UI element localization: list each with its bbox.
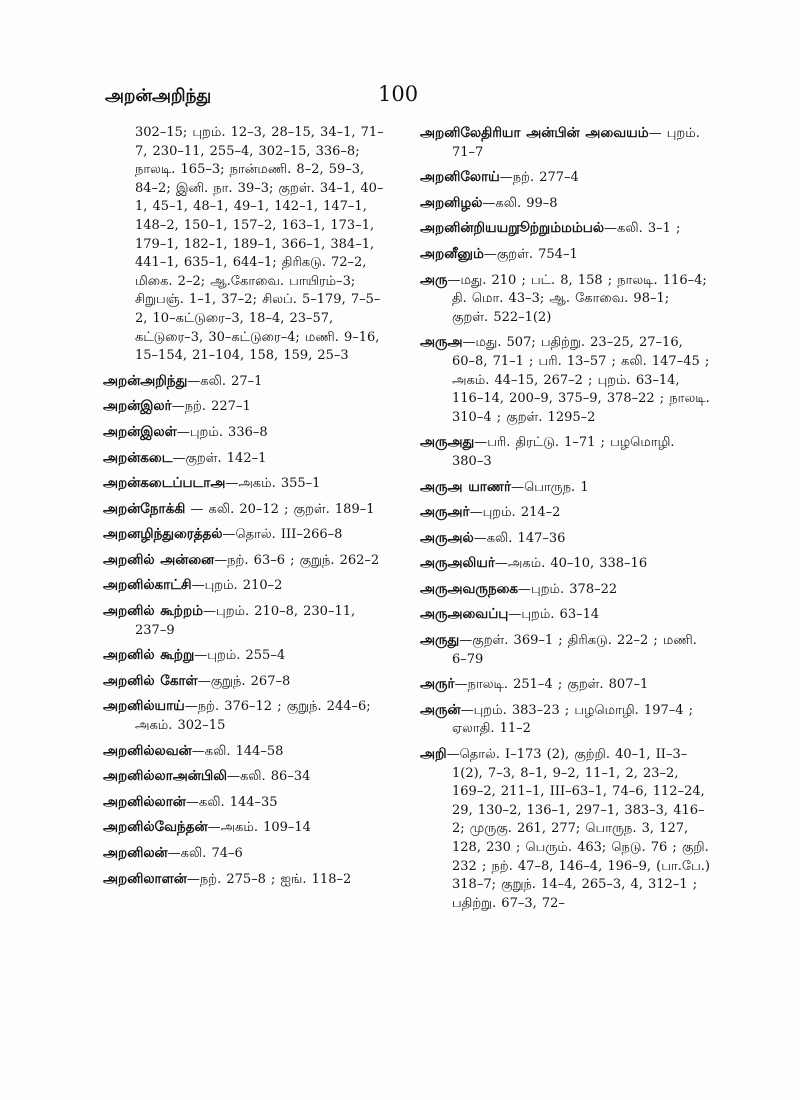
entry-headword: அருஅலியர் [420,555,495,572]
entry-headword: அருஅவைப்பு [420,606,509,623]
entry-references: —தொல். I–173 (2), குற்றி. 40–1, II–3–1(2), 7–3, 8–1, 9–2, 11–1, 2, 23–2, 169–2, 211–1, III–63–1, 74–6, 112–24, 29, 130–2, 136–1, 297–1, 383–3, 416–2; முருகு. 261, 277; பொருந. 3, 127, 128, 230 ; பெரும். 463; நெடு. 76 ; குறி. 232 ; நற். 47–8, 146–4, 196–9, (பா.பே.) 318–7; குறுந். 14–4, 265–3, 4, 312–1 ; பதிற்று. 67–3, 72– [446,747,710,911]
entry-headword: அறனழிந்துரைத்தல் [103,526,223,543]
entry-references: —குறள். 754–1 [483,246,578,262]
index-entry [420,554,710,574]
index-entry [420,745,710,913]
entry-headword: அறனில் கூற்று [103,647,195,664]
entry-references: —கலி. 86–34 [226,769,311,785]
left-column [103,124,388,895]
entry-references: —புறம். 336–8 [176,424,268,440]
entry-headword: அறனின்றியயறுூற்றும்மம்பல் [420,220,605,237]
entry-references: —புறம். 210–8, 230–11, 237–9 [135,604,356,638]
entry-headword: அறன்கடைப்படாஅ [103,475,226,492]
index-entry [103,646,388,666]
entry-references: —அகம். 109–14 [207,820,311,836]
index-entry [420,605,710,625]
entry-headword: அறனில் கோள் [103,672,198,689]
entry-headword: அருஅது [420,434,475,451]
entry-references: —நற். 277–4 [499,170,579,186]
index-entry [103,742,388,762]
index-entry [420,675,710,695]
entry-headword: அருஅர் [420,504,470,521]
entry-references: —புறம். 214–2 [469,505,561,521]
entry-headword: அறன்கடை [103,449,173,466]
index-entry [103,602,388,640]
entry-headword: அருஅல் [420,529,474,546]
entry-references: — புறம். 71–7 [452,126,700,160]
entry-references: —புறம். 210–2 [191,578,283,594]
page-number: 100 [378,82,419,106]
entry-headword: அறனிலேதிரியா அன்பின் அவையம் [420,125,649,141]
index-entry [420,701,710,739]
entry-headword: அறனில்லான் [103,793,186,810]
entry-headword: அறனிலன் [103,845,168,861]
entry-references: —தொல். III–266–8 [222,527,343,543]
entry-references: —நாலடி. 251–4 ; குறள். 807–1 [454,677,649,693]
index-entry [103,474,388,494]
entry-headword: அறனில்லாஅன்பிலி [103,768,227,785]
entry-references: 302–15; புறம். 12–3, 28–15, 34–1, 71–7, 230–11, 255–4, 302–15, 336–8; நாலடி. 165–3; நான்மணி. 8–2, 59–3, 84–2; இனி. நா. 39–3; குறள். 34–1, 40–1, 45–1, 48–1, 49–1, 142–1, 147–1, 148–2, 150–1, 157–2, 163–1, 173–1, 179–1, 182–1, 189–1, 366–1, 384–1, 441–1, 635–1, 644–1; திரிகடு. 72–2, மிகை. 2–2; ஆ.கோவை. பாயிரம்–3; சிறுபஞ். 1–1, 37–2; சிலப். 5–179, 7–5–2, 10–கட்டுரை–3, 18–4, 23–57, கட்டுரை–3, 30–கட்டுரை–4; மணி. 9–16, 15–154, 21–104, 158, 159, 25–3 [135,125,384,364]
index-entry [103,500,388,520]
entry-headword: அறனில்வேந்தன் [103,819,208,836]
entry-references: —கலி. 147–36 [473,530,566,546]
entry-references: — கலி. 20–12 ; குறள். 189–1 [185,501,375,517]
index-entry [420,433,710,471]
index-entry [103,525,388,545]
entry-headword: அறனிலோய் [420,169,500,186]
entry-headword: அறனில்காட்சி [103,577,192,594]
index-entry [103,423,388,443]
index-entry [420,631,710,669]
entry-references: —நற். 275–8 ; ஐங். 118–2 [186,871,352,887]
index-entry [420,333,710,427]
index-entry [420,271,710,328]
entry-references: —நற். 227–1 [171,399,251,415]
entry-headword: அறனில்யாய் [103,698,185,715]
right-column [420,124,710,919]
entry-references: —பொருந. 1 [511,479,589,495]
entry-headword: அருஅ [420,334,463,351]
index-entry [103,672,388,692]
entry-references: —கலி. 99–8 [482,195,558,211]
entry-headword: அறனிழல் [420,194,483,211]
entry-headword: அருஅவருநகை [420,580,519,597]
index-entry [420,124,710,162]
entry-references: —புறம். 255–4 [194,648,286,664]
entry-references: —அகம். 40–10, 338–16 [494,556,648,572]
entry-references: —கலி. 74–6 [167,846,243,861]
entry-headword: அருது [420,632,460,649]
entry-references: —பரி. திரட்டு. 1–71 ; பழமொழி. 380–3 [452,435,675,469]
index-entry [420,478,710,498]
entry-headword: அருன் [420,701,461,718]
entry-references: —அகம். 355–1 [225,476,321,492]
index-entry [103,124,388,366]
entry-headword: அருஅ யாணர் [420,478,512,495]
entry-headword: அறனில் கூற்றம் [103,603,204,620]
entry-headword: அரு [420,271,448,288]
index-entry [103,576,388,596]
entry-headword: அருர் [420,676,455,693]
index-entry [420,529,710,549]
entry-references: —மது. 210 ; பட். 8, 158 ; நாலடி. 116–4; தி. மொ. 43–3; ஆ. கோவை. 98–1; குறள். 522–1(2) [447,272,707,325]
index-entry [420,245,710,265]
entry-references: —நற். 376–12 ; குறுந். 244–6; அகம். 302–15 [135,699,371,734]
index-entry [103,767,388,787]
entry-references: —மது. 507; பதிற்று. 23–25, 27–16, 60–8, 71–1 ; பரி. 13–57 ; கலி. 147–45 ; அகம். 44–15, 267–2 ; புறம். 63–14, 116–14, 200–9, 375–9, 378–22 ; நாலடி. 310–4 ; குறள். 1295–2 [452,335,710,425]
index-entry [103,793,388,813]
index-entry [420,219,710,239]
entry-references: —நற். 63–6 ; குறுந். 262–2 [214,552,380,568]
entry-headword: அறனில் அன்னை [103,551,215,568]
entry-headword: அறன்இலள் [103,423,177,440]
index-entry [420,168,710,188]
entry-references: —குறள். 369–1 ; திரிகடு. 22–2 ; மணி. 6–79 [452,633,697,667]
index-entry [103,818,388,838]
entry-headword: அறனில்லவன் [103,742,192,759]
entry-references: —கலி. 27–1 [187,373,263,389]
index-entry [103,844,388,864]
entry-references: —புறம். 63–14 [508,607,600,623]
entry-headword: அறனிலாளன் [103,870,187,887]
entry-references: —கலி. 144–58 [191,743,284,759]
entry-references: —புறம். 383–23 ; பழமொழி. 197–4 ; ஏலாதி. 11–2 [452,702,694,737]
index-entry [420,503,710,523]
entry-headword: அறி [420,746,447,763]
running-head: அறன்அறிந்து [105,86,212,106]
entry-references: —கலி. 3–1 ; [604,221,681,237]
entry-references: —குறுந். 267–8 [197,673,291,689]
entry-headword: அறன்நோக்கி [103,500,186,517]
entry-references: —குறள். 142–1 [172,450,267,466]
index-entry [103,449,388,469]
index-entry [103,697,388,735]
index-entry [103,870,388,890]
index-entry [420,194,710,214]
entry-headword: அறன்இலர் [103,398,172,415]
index-entry [420,580,710,600]
index-entry [103,397,388,417]
entry-references: —புறம். 378–22 [518,581,618,597]
index-entry [103,372,388,392]
entry-headword: அறன்அறிந்து [103,372,188,389]
entry-references: —கலி. 144–35 [185,794,278,810]
entry-headword: அறனீனும் [420,245,484,262]
index-entry [103,551,388,571]
